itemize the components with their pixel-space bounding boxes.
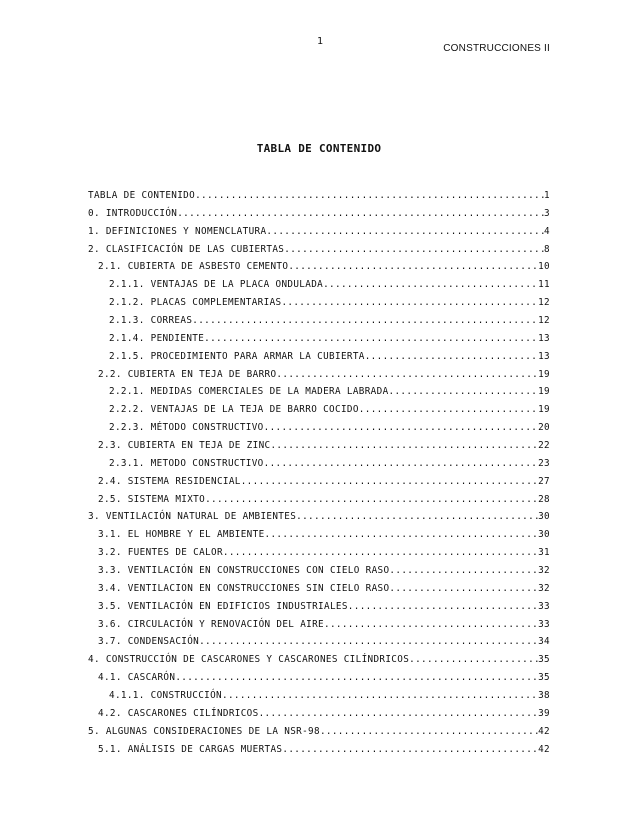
toc-dot-leader bbox=[241, 473, 538, 491]
toc-entry-title: 4.1. CASCARÓN bbox=[98, 672, 176, 684]
toc-entry[interactable] bbox=[88, 616, 550, 634]
toc-entry[interactable] bbox=[88, 401, 550, 419]
toc-dot-leader bbox=[195, 187, 544, 205]
toc-entry[interactable] bbox=[88, 223, 550, 241]
toc-entry-page: 19 bbox=[538, 404, 550, 416]
toc-dot-leader bbox=[222, 687, 538, 705]
toc-entry-page: 42 bbox=[538, 725, 550, 737]
toc-dot-leader bbox=[365, 348, 538, 366]
toc-dot-leader bbox=[177, 205, 544, 223]
toc-dot-leader bbox=[259, 705, 539, 723]
toc-entry-page: 42 bbox=[538, 743, 550, 755]
toc-dot-leader bbox=[324, 616, 538, 634]
toc-dot-leader bbox=[264, 455, 538, 473]
toc-entry-title: 5.1. ANÁLISIS DE CARGAS MUERTAS bbox=[98, 743, 283, 755]
toc-entry-page: 3 bbox=[544, 207, 550, 219]
toc-entry[interactable] bbox=[88, 562, 550, 580]
toc-dot-leader bbox=[223, 544, 538, 562]
toc-entry[interactable] bbox=[88, 348, 550, 366]
toc-dot-leader bbox=[389, 580, 538, 598]
toc-entry[interactable] bbox=[88, 383, 550, 401]
toc-entry-title: 2.4. SISTEMA RESIDENCIAL bbox=[98, 475, 241, 487]
toc-entry[interactable] bbox=[88, 544, 550, 562]
toc-entry-title: 3.1. EL HOMBRE Y EL AMBIENTE bbox=[98, 529, 265, 541]
toc-entry-title: 3.3. VENTILACIÓN EN CONSTRUCCIONES CON CIELO RASO bbox=[98, 565, 390, 577]
toc-dot-leader bbox=[409, 651, 538, 669]
toc-entry-title: 2.2. CUBIERTA EN TEJA DE BARRO bbox=[98, 368, 277, 380]
toc-entry[interactable] bbox=[88, 294, 550, 312]
toc-entry[interactable] bbox=[88, 651, 550, 669]
toc-entry-title: 2.5. SISTEMA MIXTO bbox=[98, 493, 206, 505]
toc-dot-leader bbox=[199, 633, 538, 651]
toc-entry-title: 3.6. CIRCULACIÓN Y RENOVACIÓN DEL AIRE bbox=[98, 618, 324, 630]
toc-entry-page: 8 bbox=[544, 243, 550, 255]
toc-entry-page: 1 bbox=[544, 190, 550, 201]
toc-entry[interactable] bbox=[88, 491, 550, 509]
toc-entry-title: 3.2. FUENTES DE CALOR bbox=[98, 547, 223, 559]
page-number: 1 bbox=[316, 36, 324, 47]
toc-dot-leader bbox=[359, 401, 538, 419]
toc-entry[interactable] bbox=[88, 473, 550, 491]
toc-entry-title: 3.5. VENTILACIÓN EN EDIFICIOS INDUSTRIALES bbox=[98, 600, 348, 612]
toc-entry-page: 13 bbox=[538, 350, 550, 362]
toc-entry-page: 33 bbox=[538, 618, 550, 630]
toc-entry[interactable] bbox=[88, 741, 550, 759]
toc-entry-page: 35 bbox=[538, 672, 550, 684]
toc-entry[interactable] bbox=[88, 687, 550, 705]
toc-entry[interactable] bbox=[88, 598, 550, 616]
toc-entry[interactable] bbox=[88, 330, 550, 348]
toc-entry-title: 4.2. CASCARONES CILÍNDRICOS bbox=[98, 707, 259, 719]
toc-entry-title: 4. CONSTRUCCIÓN DE CASCARONES Y CASCARONES CILÍNDRICOS bbox=[88, 654, 410, 666]
toc-entry-page: 35 bbox=[538, 654, 550, 666]
toc-entry-title: 2.1.2. PLACAS COMPLEMENTARIAS bbox=[109, 297, 282, 309]
toc-entry-page: 28 bbox=[538, 493, 550, 505]
toc-entry[interactable] bbox=[88, 705, 550, 723]
toc-dot-leader bbox=[281, 294, 538, 312]
toc-dot-leader bbox=[192, 312, 538, 330]
toc-entry-title: 2.1. CUBIERTA DE ASBESTO CEMENTO bbox=[98, 261, 289, 273]
toc-entry-title: 4.1.1. CONSTRUCCIÓN bbox=[109, 690, 222, 702]
toc-entry-page: 12 bbox=[538, 297, 550, 309]
toc-entry-page: 33 bbox=[538, 600, 550, 612]
toc-entry-title: TABLA DE CONTENIDO bbox=[88, 190, 196, 201]
running-header: CONSTRUCCIONES II bbox=[443, 43, 550, 54]
toc-entry-page: 38 bbox=[538, 690, 550, 702]
toc-entry[interactable] bbox=[88, 526, 550, 544]
toc-dot-leader bbox=[348, 598, 538, 616]
toc-entry-title: 0. INTRODUCCIÓN bbox=[88, 207, 178, 219]
toc-entry-page: 20 bbox=[538, 422, 550, 434]
toc-entry-page: 19 bbox=[538, 368, 550, 380]
toc-dot-leader bbox=[296, 508, 538, 526]
toc-dot-leader bbox=[205, 491, 538, 509]
toc-entry-page: 10 bbox=[538, 261, 550, 273]
toc-dot-leader bbox=[389, 562, 538, 580]
toc-dot-leader bbox=[204, 330, 538, 348]
toc-entry-title: 3.4. VENTILACION EN CONSTRUCCIONES SIN CIELO RASO bbox=[98, 582, 390, 594]
toc-entry[interactable] bbox=[88, 205, 550, 223]
toc-entry[interactable] bbox=[88, 241, 550, 259]
toc-entry-title: 2. CLASIFICACIÓN DE LAS CUBIERTAS bbox=[88, 243, 285, 255]
toc-dot-leader bbox=[266, 223, 544, 241]
toc-entry-title: 3.7. CONDENSACIÓN bbox=[98, 636, 200, 648]
toc-entry[interactable] bbox=[88, 508, 550, 526]
toc-entry[interactable] bbox=[88, 276, 550, 294]
toc-entry-page: 30 bbox=[538, 511, 550, 523]
toc-entry-page: 4 bbox=[544, 225, 550, 237]
toc-entry-title: 2.2.1. MEDIDAS COMERCIALES DE LA MADERA LABRADA bbox=[109, 386, 389, 398]
toc-entry-page: 32 bbox=[538, 582, 550, 594]
toc-entry[interactable] bbox=[88, 669, 550, 687]
toc-entry-page: 27 bbox=[538, 475, 550, 487]
toc-entry-title: 2.1.5. PROCEDIMIENTO PARA ARMAR LA CUBIERTA bbox=[109, 350, 365, 362]
toc-dot-leader bbox=[323, 276, 538, 294]
toc-entry[interactable] bbox=[88, 312, 550, 330]
toc-entry[interactable] bbox=[88, 419, 550, 437]
toc-entry-title: 2.1.4. PENDIENTE bbox=[109, 332, 205, 344]
toc-entry-title: 2.1.3. CORREAS bbox=[109, 315, 193, 327]
toc-entry[interactable] bbox=[88, 258, 550, 276]
toc-entry-title: 2.3. CUBIERTA EN TEJA DE ZINC bbox=[98, 440, 271, 452]
toc-list bbox=[88, 187, 550, 759]
toc-entry-page: 12 bbox=[538, 315, 550, 327]
toc-dot-leader bbox=[276, 366, 538, 384]
toc-entry[interactable] bbox=[88, 437, 550, 455]
toc-entry[interactable] bbox=[88, 580, 550, 598]
toc-entry-page: 31 bbox=[538, 547, 550, 559]
toc-entry-title: 2.1.1. VENTAJAS DE LA PLACA ONDULADA bbox=[109, 279, 324, 291]
toc-entry-title: 2.2.3. MÉTODO CONSTRUCTIVO bbox=[109, 422, 264, 434]
toc-entry[interactable] bbox=[88, 366, 550, 384]
toc-entry-page: 32 bbox=[538, 565, 550, 577]
toc-entry-page: 22 bbox=[538, 440, 550, 452]
toc-dot-leader bbox=[264, 419, 538, 437]
toc-entry[interactable] bbox=[88, 633, 550, 651]
toc-entry-page: 23 bbox=[538, 457, 550, 469]
toc-entry-title: 2.2.2. VENTAJAS DE LA TEJA DE BARRO COCIDO bbox=[109, 404, 359, 416]
toc-entry-page: 34 bbox=[538, 636, 550, 648]
toc-entry-page: 11 bbox=[538, 279, 550, 291]
toc-dot-leader bbox=[270, 437, 538, 455]
toc-entry-page: 19 bbox=[538, 386, 550, 398]
toc-entry-page: 13 bbox=[538, 332, 550, 344]
toc-dot-leader bbox=[265, 526, 539, 544]
toc-dot-leader bbox=[282, 741, 538, 759]
toc-entry[interactable] bbox=[88, 723, 550, 741]
toc-entry[interactable] bbox=[88, 455, 550, 473]
toc-entry-page: 39 bbox=[538, 707, 550, 719]
toc-dot-leader bbox=[284, 241, 544, 259]
toc-entry-title: 2.3.1. METODO CONSTRUCTIVO bbox=[109, 457, 264, 469]
toc-entry-title: 1. DEFINICIONES Y NOMENCLATURA bbox=[88, 225, 267, 237]
toc-dot-leader bbox=[288, 258, 538, 276]
toc-entry-page: 30 bbox=[538, 529, 550, 541]
toc-heading: TABLA DE CONTENIDO bbox=[256, 142, 382, 155]
toc-entry-title: 5. ALGUNAS CONSIDERACIONES DE LA NSR-98 bbox=[88, 725, 320, 737]
toc-dot-leader bbox=[320, 723, 538, 741]
toc-dot-leader bbox=[389, 383, 539, 401]
toc-dot-leader bbox=[175, 669, 538, 687]
toc-entry-title: 3. VENTILACIÓN NATURAL DE AMBIENTES bbox=[88, 511, 297, 523]
toc-entry[interactable] bbox=[88, 187, 550, 205]
